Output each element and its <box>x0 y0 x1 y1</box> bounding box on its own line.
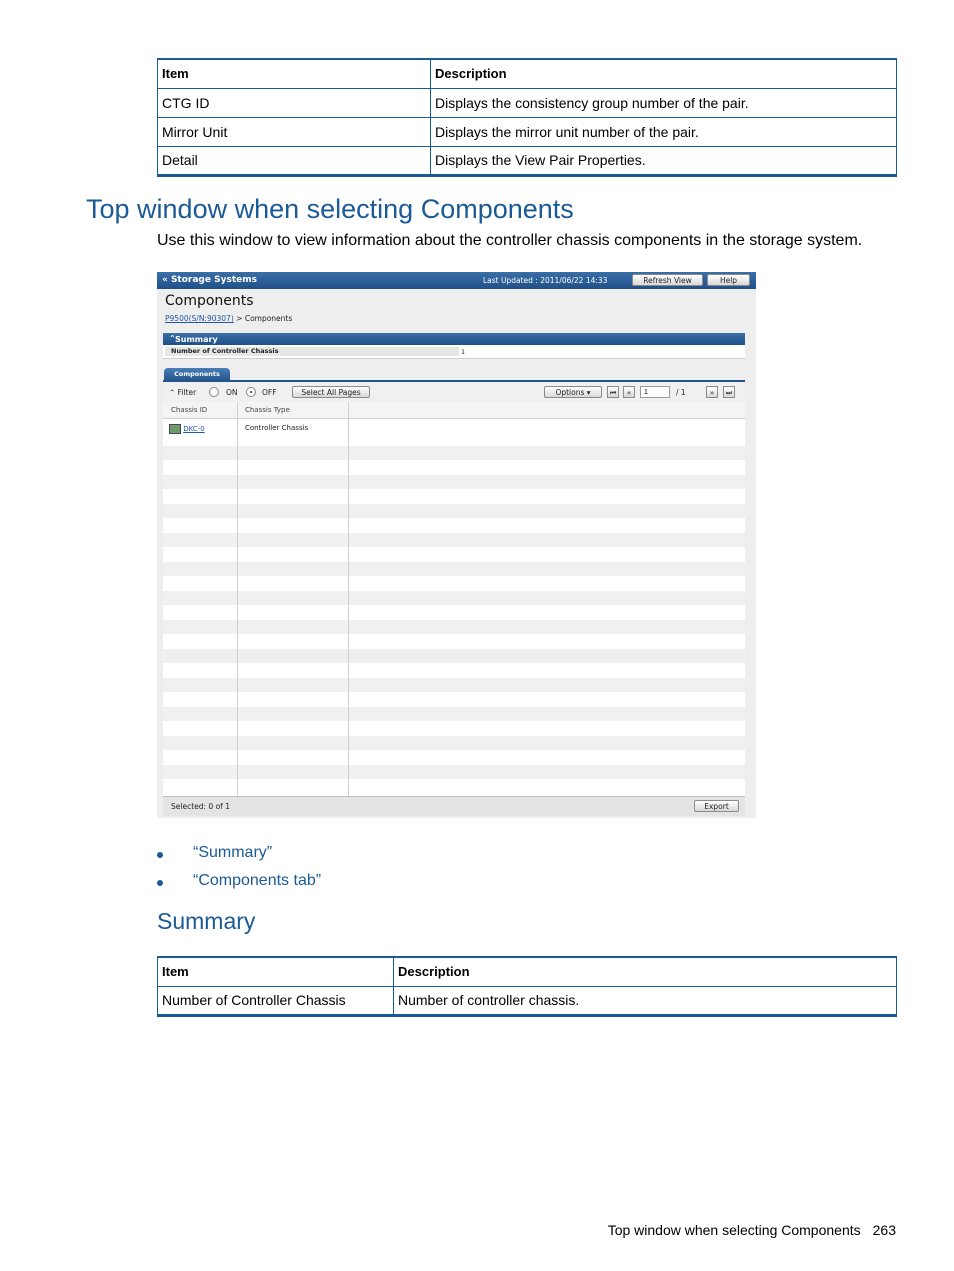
next-page-icon[interactable]: » <box>706 386 718 398</box>
column-header-chassis-id[interactable]: Chassis ID <box>171 406 208 414</box>
row-description: Number of controller chassis. <box>394 986 897 1015</box>
row-item: Mirror Unit <box>158 117 431 146</box>
summary-title: Summary <box>157 908 256 934</box>
summary-row-value: 1 <box>461 348 466 356</box>
row-item: CTG ID <box>158 88 431 117</box>
filter-toggle[interactable]: ⌃ Filter <box>169 388 197 397</box>
summary-bar-label: ⌃ Summary <box>169 334 218 344</box>
grid-stripe <box>163 620 745 634</box>
chassis-type-cell: Controller Chassis <box>245 424 309 432</box>
select-all-pages-button[interactable]: Select All Pages <box>292 386 370 398</box>
grid-stripe <box>163 504 745 518</box>
first-page-icon[interactable]: ⏮ <box>607 386 619 398</box>
row-item: Number of Controller Chassis <box>158 986 394 1015</box>
bullet-icon <box>157 848 163 854</box>
summary-bar[interactable] <box>163 333 745 345</box>
help-button[interactable]: Help <box>707 274 750 286</box>
summary-row <box>163 345 745 359</box>
item-description-table <box>157 58 897 177</box>
column-divider <box>348 402 349 796</box>
row-description: Displays the mirror unit number of the pair. <box>431 117 897 146</box>
last-updated-text: Last Updated : 2011/06/22 14:33 <box>483 276 608 285</box>
list-item <box>157 844 321 872</box>
options-label: Options <box>555 388 585 397</box>
filter-off-label: OFF <box>262 388 277 397</box>
row-description: Displays the consistency group number of the pair. <box>431 88 897 117</box>
column-header-chassis-type[interactable]: Chassis Type <box>245 406 290 414</box>
table-header-row <box>158 59 897 88</box>
footer-text: Top window when selecting Components <box>607 1222 861 1238</box>
grid-stripe <box>163 707 745 721</box>
breadcrumb-separator: > <box>236 314 243 323</box>
section-intro: Use this window to view information about the controller chassis components in the storage system. <box>157 232 863 249</box>
row-description: Displays the View Pair Properties. <box>431 146 897 175</box>
table-row <box>158 88 897 117</box>
chassis-id-cell[interactable] <box>169 424 205 434</box>
filter-off-radio[interactable] <box>246 387 256 397</box>
section-title: Top window when selecting Components <box>86 194 574 224</box>
components-tab-link[interactable]: “Components tab” <box>193 872 322 889</box>
export-button[interactable]: Export <box>694 800 739 812</box>
grid-stripe <box>163 736 745 750</box>
description-header: Description <box>394 957 897 986</box>
grid-toolbar <box>163 382 745 403</box>
page-total: / 1 <box>676 388 686 397</box>
breadcrumb-current: Components <box>244 314 293 323</box>
table-row <box>158 146 897 175</box>
item-header: Item <box>158 957 394 986</box>
column-divider <box>237 402 238 796</box>
table-header-row <box>158 957 897 986</box>
summary-row-label: Number of Controller Chassis <box>165 347 459 356</box>
page-footer <box>608 1222 896 1238</box>
summary-link[interactable]: “Summary” <box>193 844 273 861</box>
grid-stripe <box>163 562 745 576</box>
tab-components[interactable]: Components <box>164 368 230 381</box>
page-number-input[interactable] <box>640 386 670 398</box>
last-page-icon[interactable]: ⏭ <box>723 386 735 398</box>
filter-label: Filter <box>177 388 197 397</box>
topbar-title-text: Storage Systems <box>170 275 257 285</box>
chassis-id-link[interactable]: DKC-0 <box>183 425 205 433</box>
refresh-view-button[interactable]: Refresh View <box>632 274 703 286</box>
components-grid <box>163 402 745 796</box>
grid-stripe <box>163 533 745 547</box>
grid-stripe <box>163 765 745 779</box>
grid-footer <box>163 796 745 816</box>
options-dropdown[interactable]: Options ▾ <box>544 386 602 398</box>
grid-stripe <box>163 475 745 489</box>
breadcrumb-link[interactable]: P9500(S/N:90307) <box>165 314 234 323</box>
summary-label-text: Summary <box>175 335 218 344</box>
chassis-icon <box>169 424 181 434</box>
filter-on-radio[interactable] <box>209 387 219 397</box>
table-row <box>158 117 897 146</box>
description-header: Description <box>431 59 897 88</box>
item-header: Item <box>158 59 431 88</box>
filter-on-label: ON <box>226 388 238 397</box>
grid-stripe <box>163 678 745 692</box>
previous-page-icon[interactable]: « <box>623 386 635 398</box>
grid-stripe <box>163 591 745 605</box>
components-window-screenshot <box>157 272 756 818</box>
bullet-icon <box>157 876 163 882</box>
breadcrumb <box>165 314 292 323</box>
grid-stripe <box>163 649 745 663</box>
grid-stripe <box>163 446 745 460</box>
table-row <box>158 986 897 1015</box>
page-number: 263 <box>872 1222 896 1238</box>
list-item <box>157 872 321 900</box>
page-title: Components <box>165 293 254 309</box>
row-item: Detail <box>158 146 431 175</box>
grid-header <box>163 402 745 419</box>
storage-systems-bar <box>157 272 756 289</box>
summary-table <box>157 956 897 1017</box>
storage-systems-title[interactable]: « Storage Systems <box>162 275 257 285</box>
selected-count: Selected: 0 of 1 <box>171 802 230 811</box>
related-links <box>157 844 321 900</box>
